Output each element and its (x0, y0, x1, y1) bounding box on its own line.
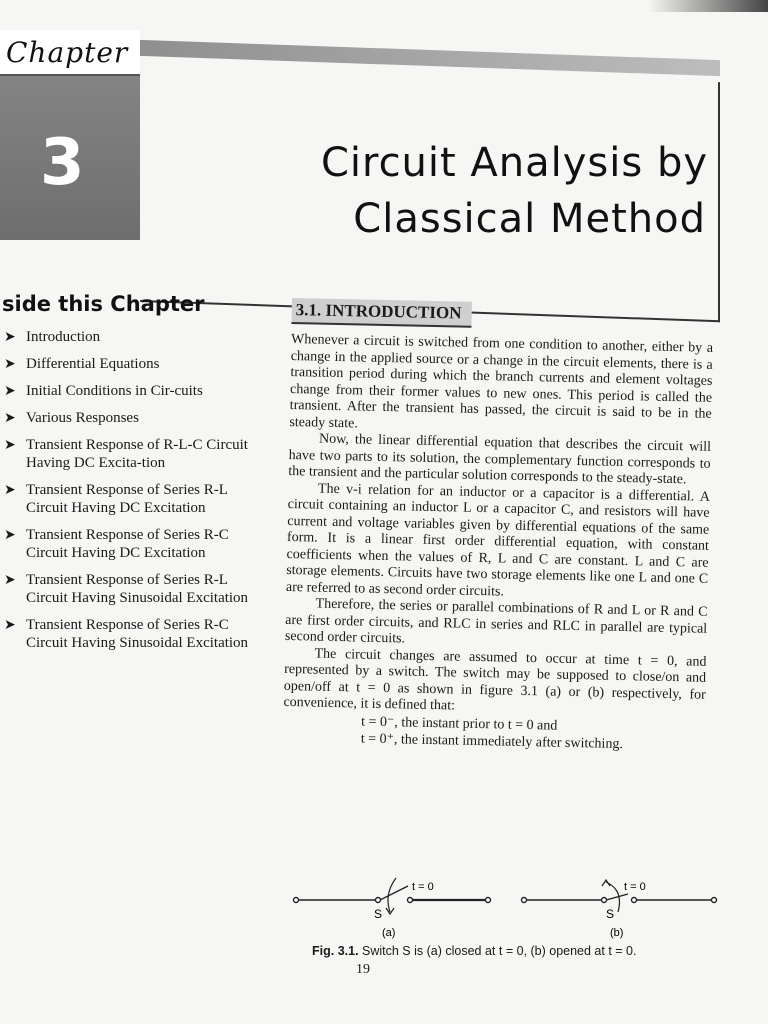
list-item: ➤ Introduction (4, 329, 101, 345)
chapter-title-line-1: Circuit Analysis by (320, 140, 708, 186)
list-item: ➤ Transient Response of Series R-L Circuit Having DC Excitation (4, 482, 228, 516)
switch-diagram-b (522, 880, 717, 912)
list-item: ➤ Transient Response of Series R-C Circuit Having DC Excitation (4, 527, 229, 561)
paragraph: Therefore, the series or parallel combinations of R and L or R and C are first order circuits, and RLC in series and RLC in parallel are typical second order circuits. (284, 596, 708, 647)
arrow-bullet-icon: ➤ (4, 410, 16, 426)
page-edge-shadow (648, 0, 768, 12)
paragraph: The v-i relation for an inductor or a capacitor is a differential. A circuit containing an inductor L or a capacitor C, and resistors will have current and voltage variables given by differential equations of the same form. It is a linear first order differential equation, with constant coefficients when the values of R, L and C are constant. L and C are storage elements. Circuits have two storage elements like one L and one C are referred to as second order circuits. (285, 481, 711, 600)
list-item: ➤ Initial Conditions in Cir-cuits (4, 383, 203, 399)
sidebar-title: side this Chapter (2, 292, 205, 316)
arrow-bullet-icon: ➤ (4, 356, 16, 372)
title-frame (140, 62, 720, 322)
figure-caption-text: Switch S is (a) closed at t = 0, (b) opened at t = 0. (358, 944, 637, 958)
chapter-number: 3 (40, 126, 85, 200)
arrow-bullet-icon: ➤ (4, 572, 16, 588)
chapter-title-line-2: Classical Method (353, 196, 706, 242)
switch-b-time-label: t = 0 (624, 881, 646, 893)
figure-tag-b: (b) (610, 927, 624, 939)
chapter-word: Chapter (6, 36, 129, 69)
switch-diagram-a (294, 878, 491, 914)
definition-line: t = 0⁻, the instant prior to t = 0 and (360, 714, 558, 734)
section-heading: 3.1. INTRODUCTION (291, 298, 471, 328)
switch-figure (284, 868, 724, 954)
switch-a-time-label: t = 0 (412, 881, 434, 893)
list-item: ➤ Transient Response of Series R-L Circuit Having Sinusoidal Excitation (4, 572, 249, 606)
arrow-bullet-icon: ➤ (4, 617, 16, 633)
paragraph: The circuit changes are assumed to occur at time t = 0, and represented by a switch. The switch may be supposed to close/on and open/off at t = 0 as shown in figure 3.1 (a) or (b) respectively, for convenience, it is defined that: (283, 646, 707, 714)
paragraph: Now, the linear differential equation that describes the circuit will have two parts to its solution, the complementary function corresponds to the transient and the particular solution corresponds to the steady-state. (288, 431, 712, 488)
arrow-bullet-icon: ➤ (4, 329, 16, 345)
figure-tag-a: (a) (382, 927, 396, 939)
arrow-bullet-icon: ➤ (4, 383, 16, 399)
arrow-bullet-icon: ➤ (4, 527, 16, 543)
figure-caption-label: Fig. 3.1. (312, 944, 359, 958)
page-number: 19 (356, 962, 370, 977)
definition-line: t = 0⁺, the instant immediately after switching. (360, 731, 624, 752)
switch-a-label: S (374, 907, 383, 921)
contents-list (4, 328, 260, 661)
arrow-bullet-icon: ➤ (4, 437, 16, 453)
list-item: ➤ Differential Equations (4, 356, 160, 372)
list-item: ➤ Various Responses (4, 410, 139, 426)
list-item: ➤ Transient Response of R-L-C Circuit Having DC Excita-tion (4, 437, 248, 471)
arrow-bullet-icon: ➤ (4, 482, 16, 498)
figure-caption (312, 944, 636, 958)
paragraph: Whenever a circuit is switched from one condition to another, either by a change in the applied source or a change in the circuit elements, there is a transition period during which the branch currents and element voltages change from their former values to new ones. This period is called the transient. After the transient has passed, the circuit is said to be in the steady state. (289, 331, 714, 431)
list-item: ➤ Transient Response of Series R-C Circuit Having Sinusoidal Excitation (4, 617, 249, 651)
switch-b-label: S (606, 907, 615, 921)
main-text-column (283, 298, 714, 754)
